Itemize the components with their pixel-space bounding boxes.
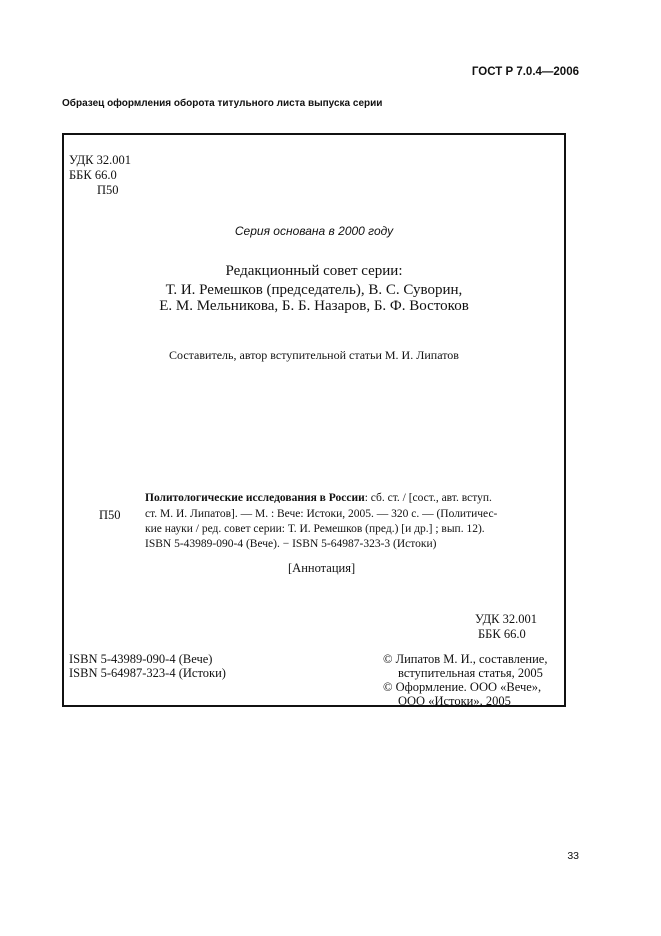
annotation-placeholder: [Аннотация] <box>288 561 356 575</box>
bib-line-2: ст. М. И. Липатов]. — М. : Вече: Истоки, 2005. — 320 с. — (Политичес- <box>145 508 498 520</box>
bib-line-1-rest: : сб. ст. / [сост., авт. вступ. <box>364 492 492 504</box>
board-heading: Редакционный совет серии: <box>225 263 403 279</box>
sample-caption: Образец оформления оборота титульного листа выпуска серии <box>62 98 383 109</box>
copyright-2-line-1: © Оформление. ООО «Вече», <box>383 680 542 694</box>
udk-bottom: УДК 32.001 <box>475 612 537 626</box>
author-mark-top: П50 <box>97 183 119 197</box>
udk-top: УДК 32.001 <box>69 153 131 167</box>
bib-line-4: ISBN 5-43989-090-4 (Вече). − ISBN 5-64987-323-3 (Истоки) <box>145 538 437 550</box>
copyright-2-line-2: ООО «Истоки», 2005 <box>398 694 511 708</box>
board-line-1: Т. И. Ремешков (председатель), В. С. Суворин, <box>165 282 463 298</box>
series-note: Серия основана в 2000 году <box>234 224 394 238</box>
copyright-1-line-2: вступительная статья, 2005 <box>398 666 543 680</box>
board-line-2: Е. М. Мельникова, Б. Б. Назаров, Б. Ф. Востоков <box>159 298 469 314</box>
bib-title: Политологические исследования в России <box>145 492 365 504</box>
isbn-1: ISBN 5-43989-090-4 (Вече) <box>69 652 213 666</box>
bib-author-mark: П50 <box>99 508 121 522</box>
standard-number: ГОСТ Р 7.0.4—2006 <box>471 66 579 78</box>
compiler-line: Составитель, автор вступительной статьи М. И. Липатов <box>169 348 459 362</box>
bib-line-3: кие науки / ред. совет серии: Т. И. Ремешков (пред.) [и др.] ; вып. 12). <box>145 523 485 535</box>
bbk-bottom: ББК 66.0 <box>478 627 526 641</box>
isbn-2: ISBN 5-64987-323-4 (Истоки) <box>69 666 226 680</box>
bib-line-1 <box>145 492 492 504</box>
page-number: 33 <box>567 850 579 862</box>
copyright-1-line-1: © Липатов М. И., составление, <box>383 652 548 666</box>
bbk-top: ББК 66.0 <box>69 168 117 182</box>
